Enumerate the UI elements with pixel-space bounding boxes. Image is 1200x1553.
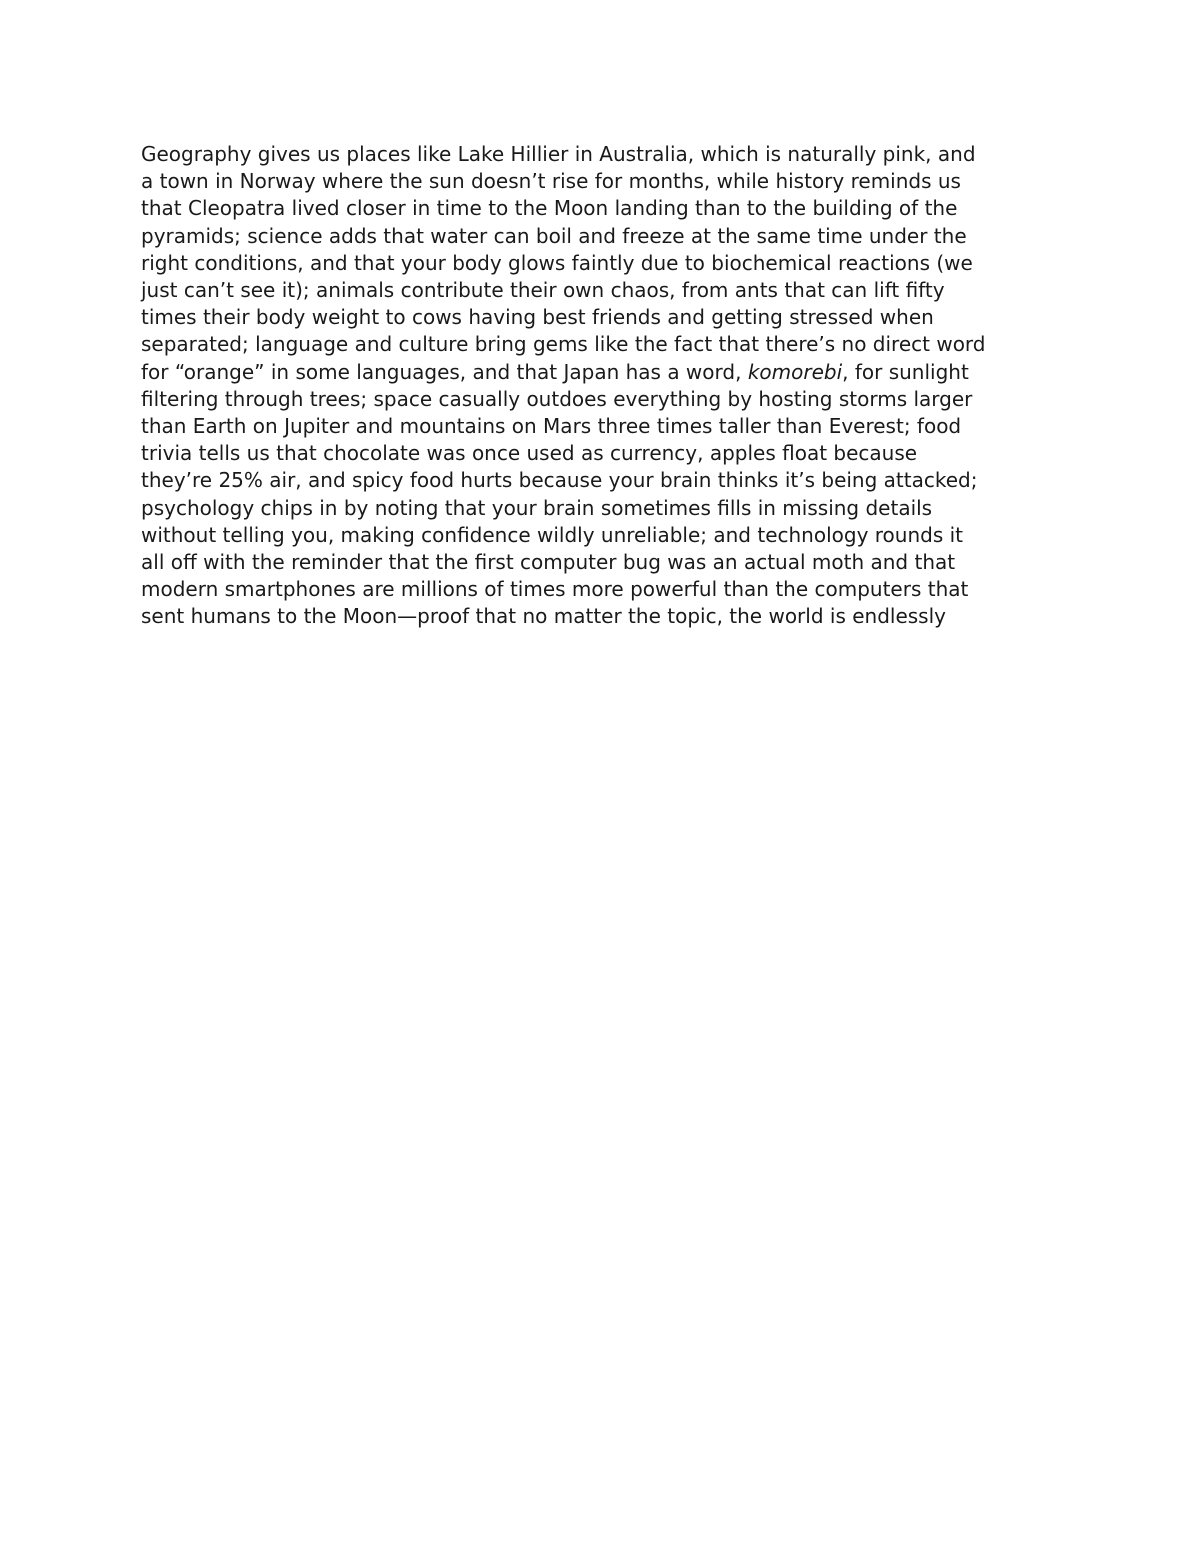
text-line: right conditions, and that your body glows faintly due to biochemical reactions (we <box>141 250 973 275</box>
text-line: that Cleopatra lived closer in time to the Moon landing than to the building of the <box>141 196 958 221</box>
body-paragraph <box>141 141 1071 631</box>
text-line: trivia tells us that chocolate was once used as currency, apples float because <box>141 441 918 466</box>
text-segment: for “orange” in some languages, and that Japan has a word, <box>141 359 748 384</box>
text-line: Geography gives us places like Lake Hillier in Australia, which is naturally pink, and <box>141 142 976 166</box>
italic-term: komorebi <box>747 359 843 384</box>
text-line: just can’t see it); animals contribute their own chaos, from ants that can lift fifty <box>141 278 945 303</box>
text-line: without telling you, making confidence wildly unreliable; and technology rounds it <box>141 522 964 547</box>
text-line: times their body weight to cows having best friends and getting stressed when <box>141 305 934 330</box>
text-line <box>141 359 1071 386</box>
text-line: separated; language and culture bring gems like the fact that there’s no direct word <box>141 332 986 357</box>
text-line: they’re 25% air, and spicy food hurts because your brain thinks it’s being attacked; <box>141 468 978 493</box>
text-line: filtering through trees; space casually outdoes everything by hosting storms larger <box>141 386 973 411</box>
text-line: psychology chips in by noting that your brain sometimes fills in missing details <box>141 495 933 520</box>
text-segment: , for sunlight <box>842 359 969 384</box>
text-line: sent humans to the Moon—proof that no matter the topic, the world is endlessly <box>141 604 946 629</box>
text-line: pyramids; science adds that water can boil and freeze at the same time under the <box>141 223 967 248</box>
text-line: modern smartphones are millions of times more powerful than the computers that <box>141 577 969 602</box>
text-line: all off with the reminder that the first computer bug was an actual moth and that <box>141 550 956 575</box>
text-line: a town in Norway where the sun doesn’t rise for months, while history reminds us <box>141 169 961 194</box>
text-line: than Earth on Jupiter and mountains on Mars three times taller than Everest; food <box>141 414 962 439</box>
